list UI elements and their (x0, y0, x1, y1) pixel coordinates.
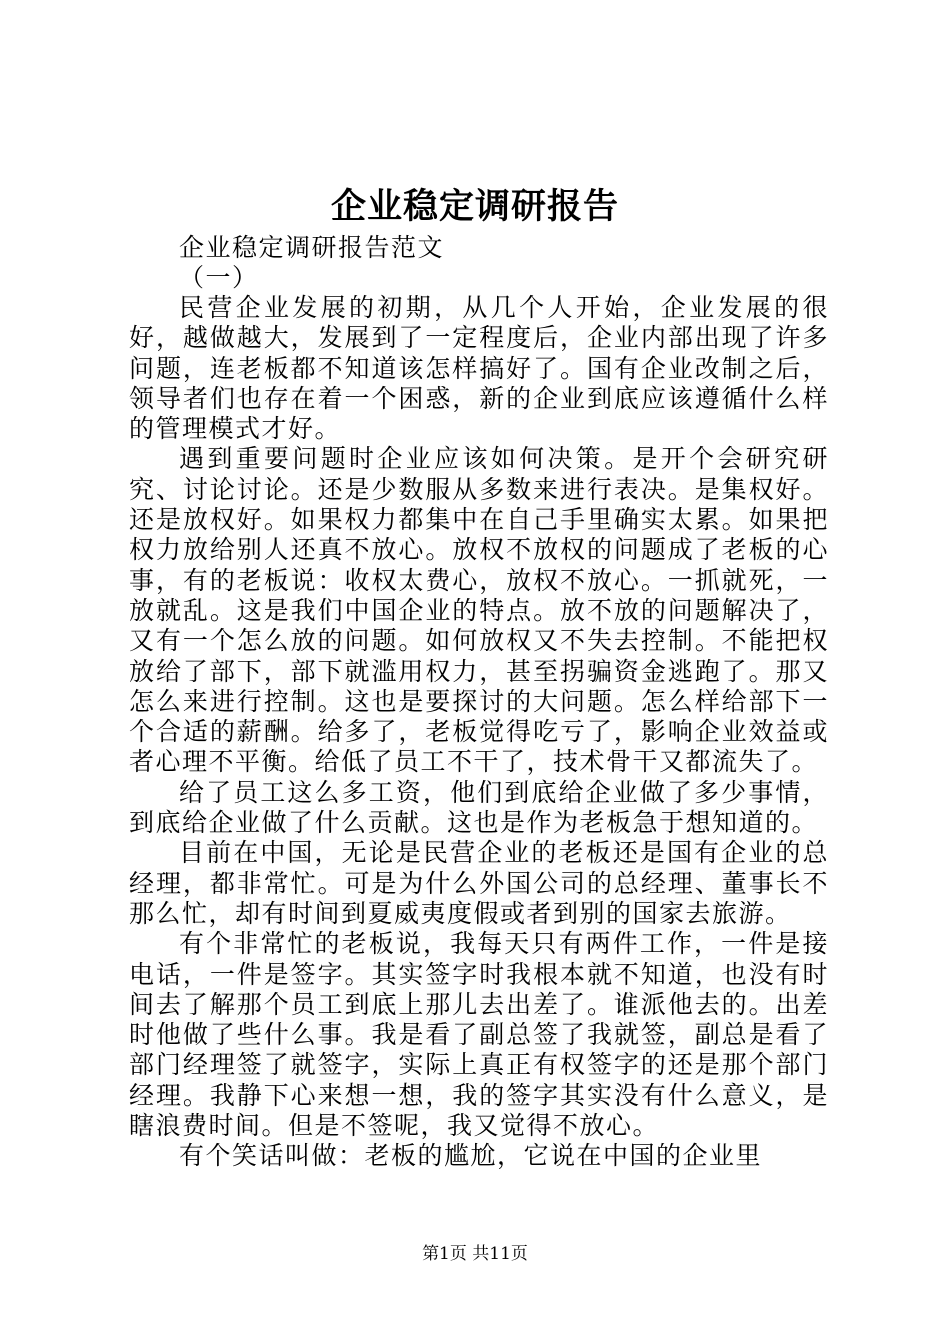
section-marker: （一） (179, 263, 259, 292)
document-subtitle: 企业稳定调研报告范文 (179, 233, 445, 262)
paragraph: 有个笑话叫做：老板的尴尬，它说在中国的企业里 (179, 1141, 763, 1171)
paragraph: 民营企业发展的初期，从几个人开始，企业发展的很好，越做越大，发展到了一定程度后，企业内部出现了许多问题，连老板都不知道该怎样搞好了。国有企业改制之后，领导者们也存在着一个困惑，新的企业到底应该遵循什么样的管理模式才好。 (129, 293, 829, 444)
paragraph: 给了员工这么多工资，他们到底给企业做了多少事情，到底给企业做了什么贡献。这也是作为老板急于想知道的。 (129, 777, 829, 838)
paragraph: 目前在中国，无论是民营企业的老板还是国有企业的总经理，都非常忙。可是为什么外国公司的总经理、董事长不那么忙，却有时间到夏威夷度假或者到别的国家去旅游。 (129, 838, 829, 928)
paragraph: 有个非常忙的老板说，我每天只有两件工作，一件是接电话，一件是签字。其实签字时我根本就不知道，也没有时间去了解那个员工到底上那儿去出差了。谁派他去的。出差时他做了些什么事。我是看了副总签了我就签，副总是看了部门经理签了就签字，实际上真正有权签字的还是那个部门经理。我静下心来想一想，我的签字其实没有什么意义，是瞎浪费时间。但是不签呢，我又觉得不放心。 (129, 929, 829, 1141)
document-body (129, 233, 829, 1172)
document-title: 企业稳定调研报告 (330, 187, 619, 227)
page-footer: 第1页 共11页 (422, 1244, 528, 1264)
paragraph: 遇到重要问题时企业应该如何决策。是开个会研究研究、讨论讨论。还是少数服从多数来进行表决。是集权好。还是放权好。如果权力都集中在自己手里确实太累。如果把权力放给别人还真不放心。放权不放权的问题成了老板的心事，有的老板说：收权太费心，放权不放心。一抓就死，一放就乱。这是我们中国企业的特点。放不放的问题解决了，又有一个怎么放的问题。如何放权又不失去控制。不能把权放给了部下，部下就滥用权力，甚至拐骗资金逃跑了。那又怎么来进行控制。这也是要探讨的大问题。怎么样给部下一个合适的薪酬。给多了，老板觉得吃亏了，影响企业效益或者心理不平衡。给低了员工不干了，技术骨干又都流失了。 (129, 444, 829, 777)
